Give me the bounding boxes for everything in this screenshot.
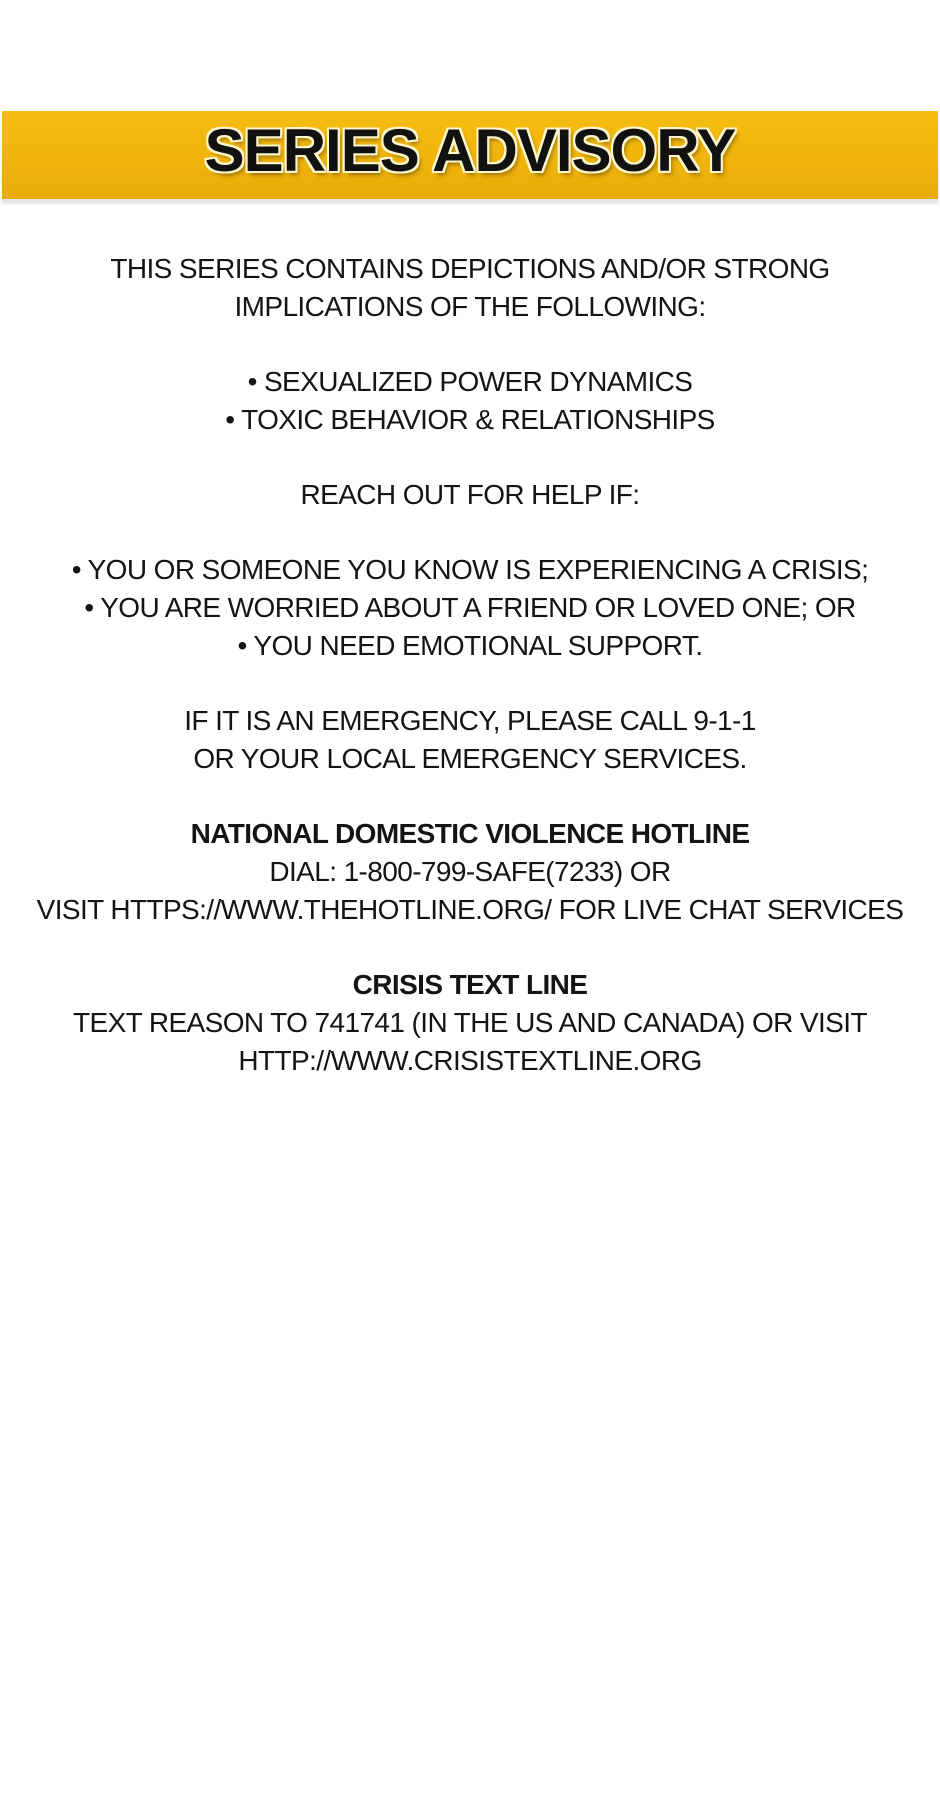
advisory-content xyxy=(0,250,940,1117)
hotline-website: VISIT HTTPS://WWW.THEHOTLINE.ORG/ FOR LIVE CHAT SERVICES xyxy=(36,894,904,925)
emergency-block xyxy=(0,702,940,778)
intro-line: IMPLICATIONS OF THE FOLLOWING: xyxy=(234,291,706,322)
help-heading: REACH OUT FOR HELP IF: xyxy=(300,479,640,510)
emergency-line: OR YOUR LOCAL EMERGENCY SERVICES. xyxy=(193,743,747,774)
emergency-line: IF IT IS AN EMERGENCY, PLEASE CALL 9-1-1 xyxy=(184,705,756,736)
topics-list xyxy=(0,363,940,439)
help-reason-item: • YOU NEED EMOTIONAL SUPPORT. xyxy=(237,630,703,661)
help-reasons-list xyxy=(0,551,940,665)
help-reason-item: • YOU ARE WORRIED ABOUT A FRIEND OR LOVED ONE; OR xyxy=(84,592,856,623)
help-heading-block xyxy=(0,476,940,514)
banner-title: SERIES ADVISORY xyxy=(204,116,736,184)
topic-item: • SEXUALIZED POWER DYNAMICS xyxy=(247,366,693,397)
hotline-block xyxy=(0,815,940,929)
hotline-phone: DIAL: 1-800-799-SAFE(7233) OR xyxy=(269,856,671,887)
help-reason-item: • YOU OR SOMEONE YOU KNOW IS EXPERIENCING A CRISIS; xyxy=(71,554,869,585)
advisory-banner xyxy=(2,111,938,201)
hotline-title: NATIONAL DOMESTIC VIOLENCE HOTLINE xyxy=(190,818,750,849)
textline-instructions: TEXT REASON TO 741741 (IN THE US AND CANADA) OR VISIT xyxy=(73,1007,867,1038)
topic-item: • TOXIC BEHAVIOR & RELATIONSHIPS xyxy=(225,404,715,435)
textline-website: HTTP://WWW.CRISISTEXTLINE.ORG xyxy=(238,1045,702,1076)
textline-title: CRISIS TEXT LINE xyxy=(352,969,588,1000)
intro-block xyxy=(0,250,940,326)
intro-line: THIS SERIES CONTAINS DEPICTIONS AND/OR STRONG xyxy=(110,253,830,284)
textline-block xyxy=(0,966,940,1080)
